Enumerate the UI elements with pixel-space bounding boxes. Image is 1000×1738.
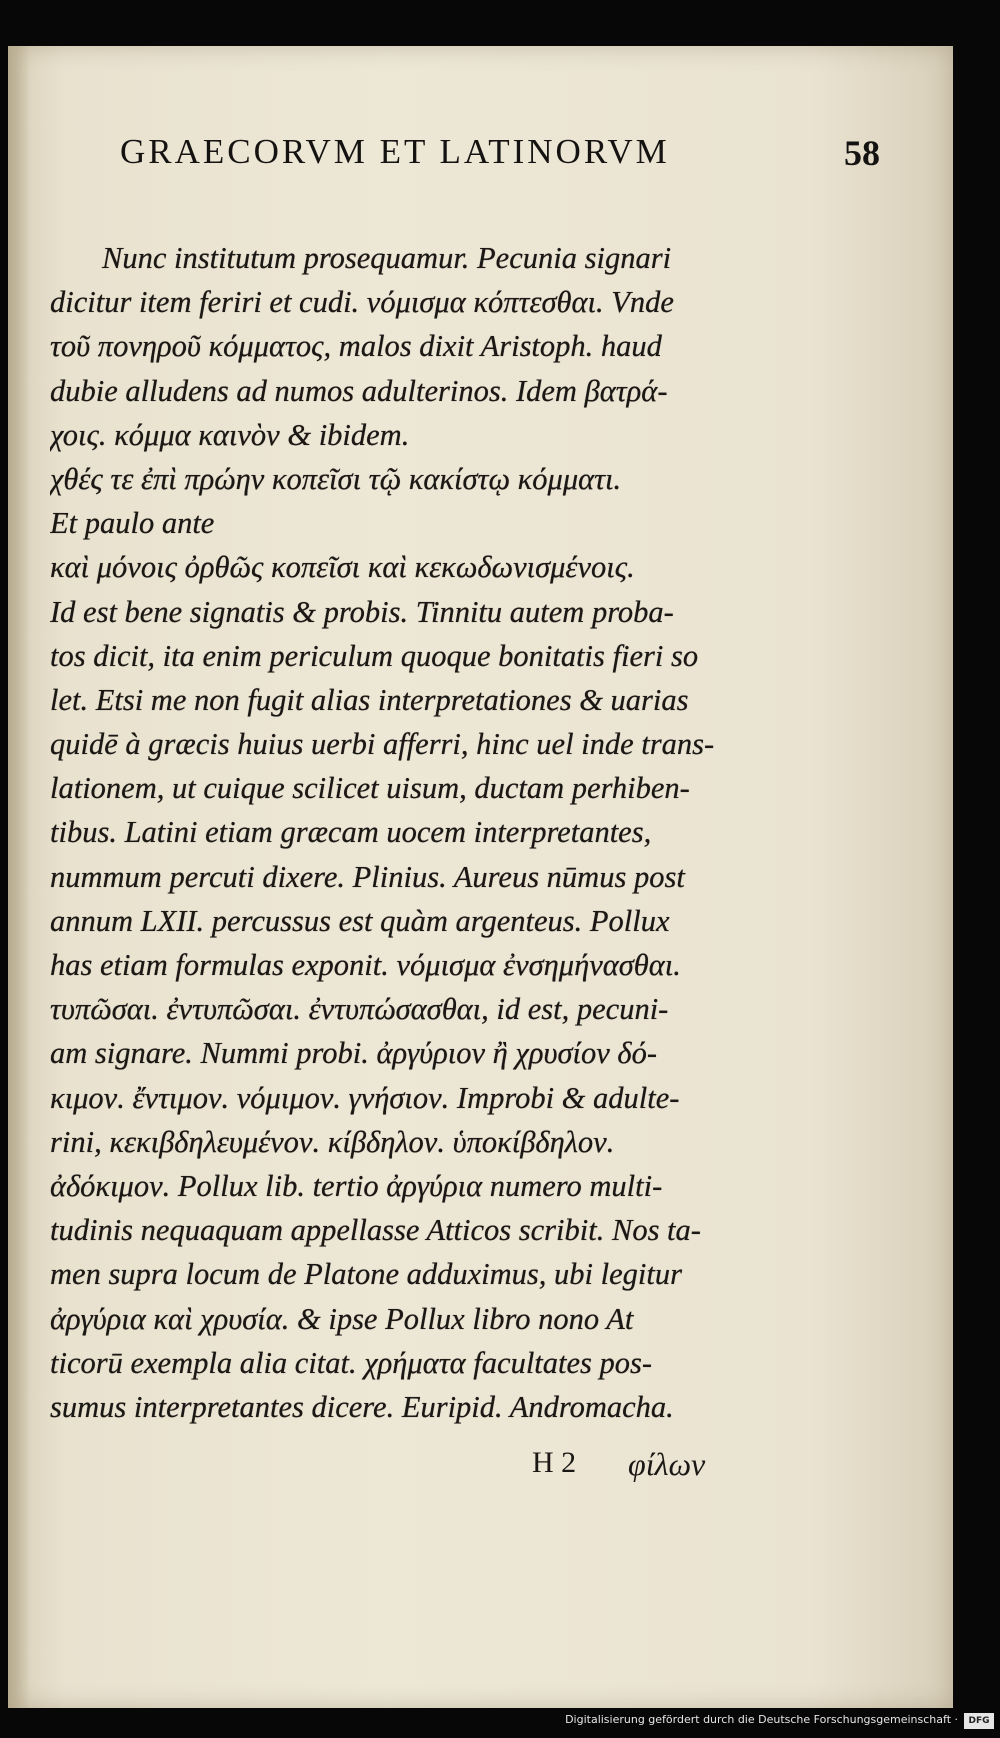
text-line: ticorū exempla alia citat. χρήματα facultates pos-: [50, 1345, 653, 1380]
running-title: GRAECORVM ET LATINORVM: [120, 132, 670, 171]
text-line: men supra locum de Platone adduximus, ubi legitur: [50, 1257, 682, 1292]
text-line: dubie alludens ad numos adulterinos. Idem βατρά-: [50, 373, 668, 408]
text-line: has etiam formulas exponit. νόμισμα ἐνσημήνασθαι.: [50, 948, 681, 982]
text-line: dicitur item feriri et cudi. νόμισμα κόπτεσθαι. Vnde: [50, 285, 674, 320]
page-footer: [508, 1446, 748, 1496]
text-line: annum LXII. percussus est quàm argenteus. Pollux: [50, 903, 670, 938]
body-text: [50, 236, 766, 1429]
page-edge-shadow: [8, 46, 30, 1708]
text-line: χοις. κόμμα καινὸν & ibidem.: [50, 417, 410, 452]
text-line: let. Etsi me non fugit alias interpretationes & uarias: [50, 682, 689, 717]
text-line: tibus. Latini etiam græcam uocem interpretantes,: [50, 815, 652, 850]
text-line: am signare. Nummi probi. ἀργύριον ἢ χρυσίον δό-: [50, 1036, 657, 1071]
text-line: χθές τε ἐπὶ πρώην κοπεῖσι τῷ κακίστῳ κόμματι.: [50, 461, 622, 496]
text-line: κιμον. ἔντιμον. νόμιμον. γνήσιον. Improbi & adulte-: [50, 1080, 680, 1115]
text-line: τυπῶσαι. ἐντυπῶσαι. ἐντυπώσασθαι, id est, pecuni-: [50, 992, 669, 1027]
page-header: [120, 126, 880, 176]
text-line: καὶ μόνοις ὀρθῶς κοπεῖσι καὶ κεκωδωνισμένοις.: [50, 550, 635, 585]
text-line: lationem, ut cuique scilicet uisum, ductam perhiben-: [50, 771, 690, 806]
signature-mark: H 2: [532, 1446, 577, 1479]
digitization-credit: Digitalisierung gefördert durch die Deutsche Forschungsgemeinschaft ·: [565, 1713, 958, 1726]
text-line: Id est bene signatis & probis. Tinnitu autem proba-: [50, 594, 674, 629]
text-line: sumus interpretantes dicere. Euripid. Andromacha.: [50, 1389, 674, 1424]
text-line: rini, κεκιβδηλευμένον. κίβδηλον. ὑποκίβδηλον.: [50, 1124, 615, 1159]
text-line: nummum percuti dixere. Plinius. Aureus nūmus post: [50, 859, 685, 894]
text-line: ἀδόκιμον. Pollux lib. tertio ἀργύρια numero multi-: [50, 1168, 663, 1203]
text-line: Et paulo ante: [50, 506, 215, 541]
dfg-logo-icon: DFG: [964, 1713, 994, 1729]
text-line: tos dicit, ita enim periculum quoque bonitatis fieri so: [50, 638, 699, 673]
book-page: [8, 46, 953, 1708]
text-line: ἀργύρια καὶ χρυσία. & ipse Pollux libro nono At: [50, 1301, 634, 1336]
text-line: quidē à græcis huius uerbi afferri, hinc uel inde trans-: [50, 727, 715, 762]
text-line: tudinis nequaquam appellasse Atticos scribit. Nos ta-: [50, 1213, 701, 1248]
catchword: φίλων: [628, 1446, 706, 1482]
text-line: Nunc institutum prosequamur. Pecunia signari: [102, 241, 672, 275]
text-line: τοῦ πονηροῦ κόμματος, malos dixit Aristoph. haud: [50, 329, 662, 364]
page-number: 58: [844, 133, 880, 173]
